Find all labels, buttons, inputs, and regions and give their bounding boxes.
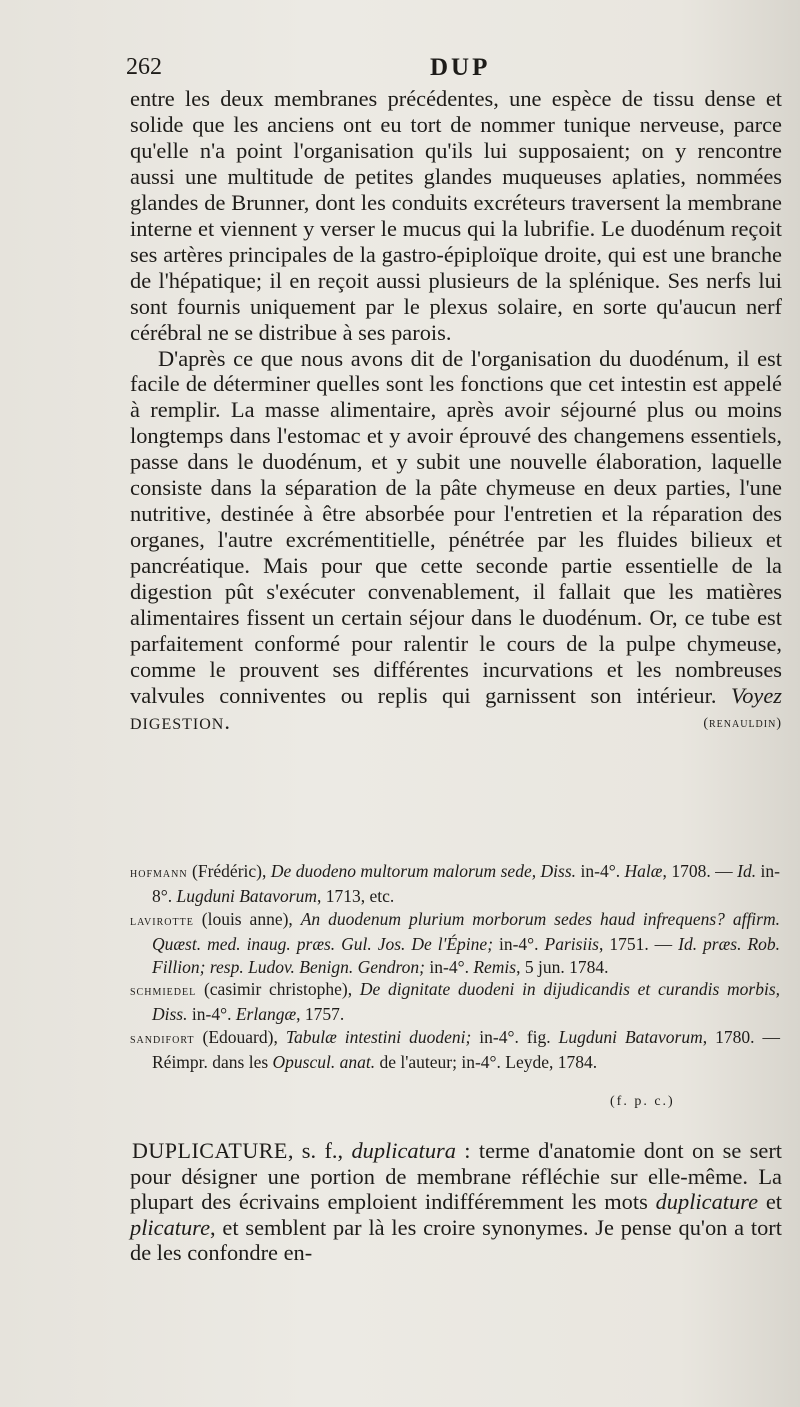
main-text	[130, 86, 782, 737]
bib-title: De dignitate duodeni in dijudicandis et curandis morbis, Diss.	[152, 979, 781, 1025]
term: duplicature	[655, 1189, 759, 1215]
article-text: , et semblent par là les croire synonymes. Je pense qu'on a tort de les confondre en-	[130, 1214, 782, 1266]
page-number: 262	[126, 54, 162, 80]
bib-author: hofmann	[130, 866, 188, 881]
bib-text: , 1713, etc.	[317, 886, 395, 907]
bib-text: , 1751. —	[599, 934, 679, 955]
bib-author: schmiedel	[130, 984, 197, 1000]
latin-term: duplicatura	[351, 1138, 456, 1163]
bib-text: , 1780. — Réimpr. dans les	[152, 1026, 780, 1073]
article-text: et	[758, 1189, 782, 1215]
bib-author: lavirotte	[130, 913, 194, 929]
bib-title: De duodeno multorum malorum sede, Diss.	[270, 861, 577, 881]
page-header	[126, 54, 726, 84]
bib-text: in-4°. fig.	[471, 1026, 559, 1047]
bibliography-entry	[130, 860, 780, 908]
bib-text: in-4°.	[187, 1004, 236, 1025]
bib-text: , 1757.	[296, 1004, 345, 1025]
bib-place: Remis	[473, 956, 517, 977]
bib-title: An duodenum plurium morborum sedes haud infrequens? affirm. Quæst. med. inaug. præs. Gul. Jos. De l'Épine;	[152, 908, 780, 955]
bibliography-entry	[130, 1026, 780, 1074]
bibliography	[130, 860, 780, 1074]
bib-text: in-8°.	[152, 861, 780, 907]
bib-author: sandifort	[130, 1031, 195, 1047]
author-signature: (renauldin)	[703, 715, 782, 731]
bib-text-italic: Opuscul. anat.	[272, 1052, 376, 1073]
headword: DUPLICATURE	[132, 1138, 288, 1163]
bibliography-entry	[130, 978, 780, 1026]
bib-text: , 1708. —	[662, 861, 738, 881]
paragraph-2	[130, 346, 782, 735]
term: plicature	[130, 1214, 211, 1240]
bib-text-italic: Id. præs. Rob. Fillion; resp. Ludov. Benign. Gendron;	[152, 934, 781, 977]
bib-text: de l'auteur; in-4°. Leyde, 1784.	[375, 1052, 598, 1073]
bib-place: Lugduni Batavorum	[558, 1026, 703, 1047]
bib-text-italic: Id.	[737, 861, 757, 881]
bib-place: Erlangæ	[235, 1004, 297, 1025]
article-paragraph	[130, 1138, 782, 1266]
grammar-note: , s. f.,	[287, 1138, 352, 1163]
bib-place: Parisiis	[544, 934, 599, 955]
bibliography-entry	[130, 908, 780, 978]
paragraph-1: entre les deux membranes précédentes, une espèce de tissu dense et solide que les anciens ont eu tort de nommer tunique nerveuse, parce qu'elle n'a point l'organisation qu'ils lui supposaient; on y rencontre aussi une multitude de petites glandes muqueuses aplaties, nommées glandes de Brunner, dont les conduits excréteurs traversent la membrane interne et viennent y verser le mucus qui la lubrifie. Le duodénum reçoit ses artères principales de la gastro-épiploïque droite, qui est une branche de l'hépatique; il en reçoit aussi plusieurs de la splénique. Ses nerfs lui sont fournis uniquement par le plexus solaire, en sorte qu'aucun nerf cérébral ne se distribue à ses parois.	[130, 86, 782, 345]
bib-given-name: (Edouard),	[194, 1026, 286, 1047]
cross-reference: digestion.	[130, 708, 231, 734]
bib-text: , 5 jun. 1784.	[516, 956, 609, 977]
see-word: Voyez	[731, 682, 782, 708]
bib-title: Tabulæ intestini duodeni;	[285, 1026, 472, 1047]
bib-place: Halæ	[624, 861, 663, 881]
article-duplicature	[130, 1138, 782, 1266]
running-head: DUP	[430, 54, 491, 81]
bib-given-name: (casimir christophe),	[196, 979, 360, 1000]
bib-text: in-4°.	[576, 861, 625, 881]
article-text: : terme d'anatomie dont on se sert pour désigner une portion de membrane réfléchie sur elle-même. La plupart des écrivains emploient indifféremment les mots	[130, 1138, 782, 1215]
bib-text: in-4°.	[493, 934, 545, 955]
bib-place: Lugduni Batavorum	[176, 886, 317, 907]
bibliography-initials: (f. p. c.)	[610, 1094, 675, 1109]
bib-given-name: (louis anne),	[193, 908, 301, 929]
bib-given-name: (Frédéric),	[187, 861, 271, 881]
bib-text: in-4°.	[425, 956, 474, 977]
paragraph-2-text: D'après ce que nous avons dit de l'organisation du duodénum, il est facile de déterminer quelles sont les fonctions que cet intestin est appelé à remplir. La masse alimentaire, après avoir séjourné plus ou moins longtemps dans l'estomac et y avoir éprouvé des changemens essentiels, passe dans le duodénum, et y subit une nouvelle élaboration, laquelle consiste dans la séparation de la pâte chymeuse en deux parties, l'une nutritive, destinée à être absorbée pour l'entretien et la réparation des organes, l'autre excrémentitielle, pénétrée par les fluides bilieux et pancréatique. Mais pour que cette seconde partie essentielle de la digestion pût s'exécuter convenablement, il fallait que les matières alimentaires fissent un certain séjour dans le duodénum. Or, ce tube est parfaitement conformé pour ralentir le cours de la pulpe chymeuse, comme le prouvent ses différentes incurvations et les nombreuses valvules conniventes ou replis qui garnissent son intérieur.	[130, 345, 782, 708]
